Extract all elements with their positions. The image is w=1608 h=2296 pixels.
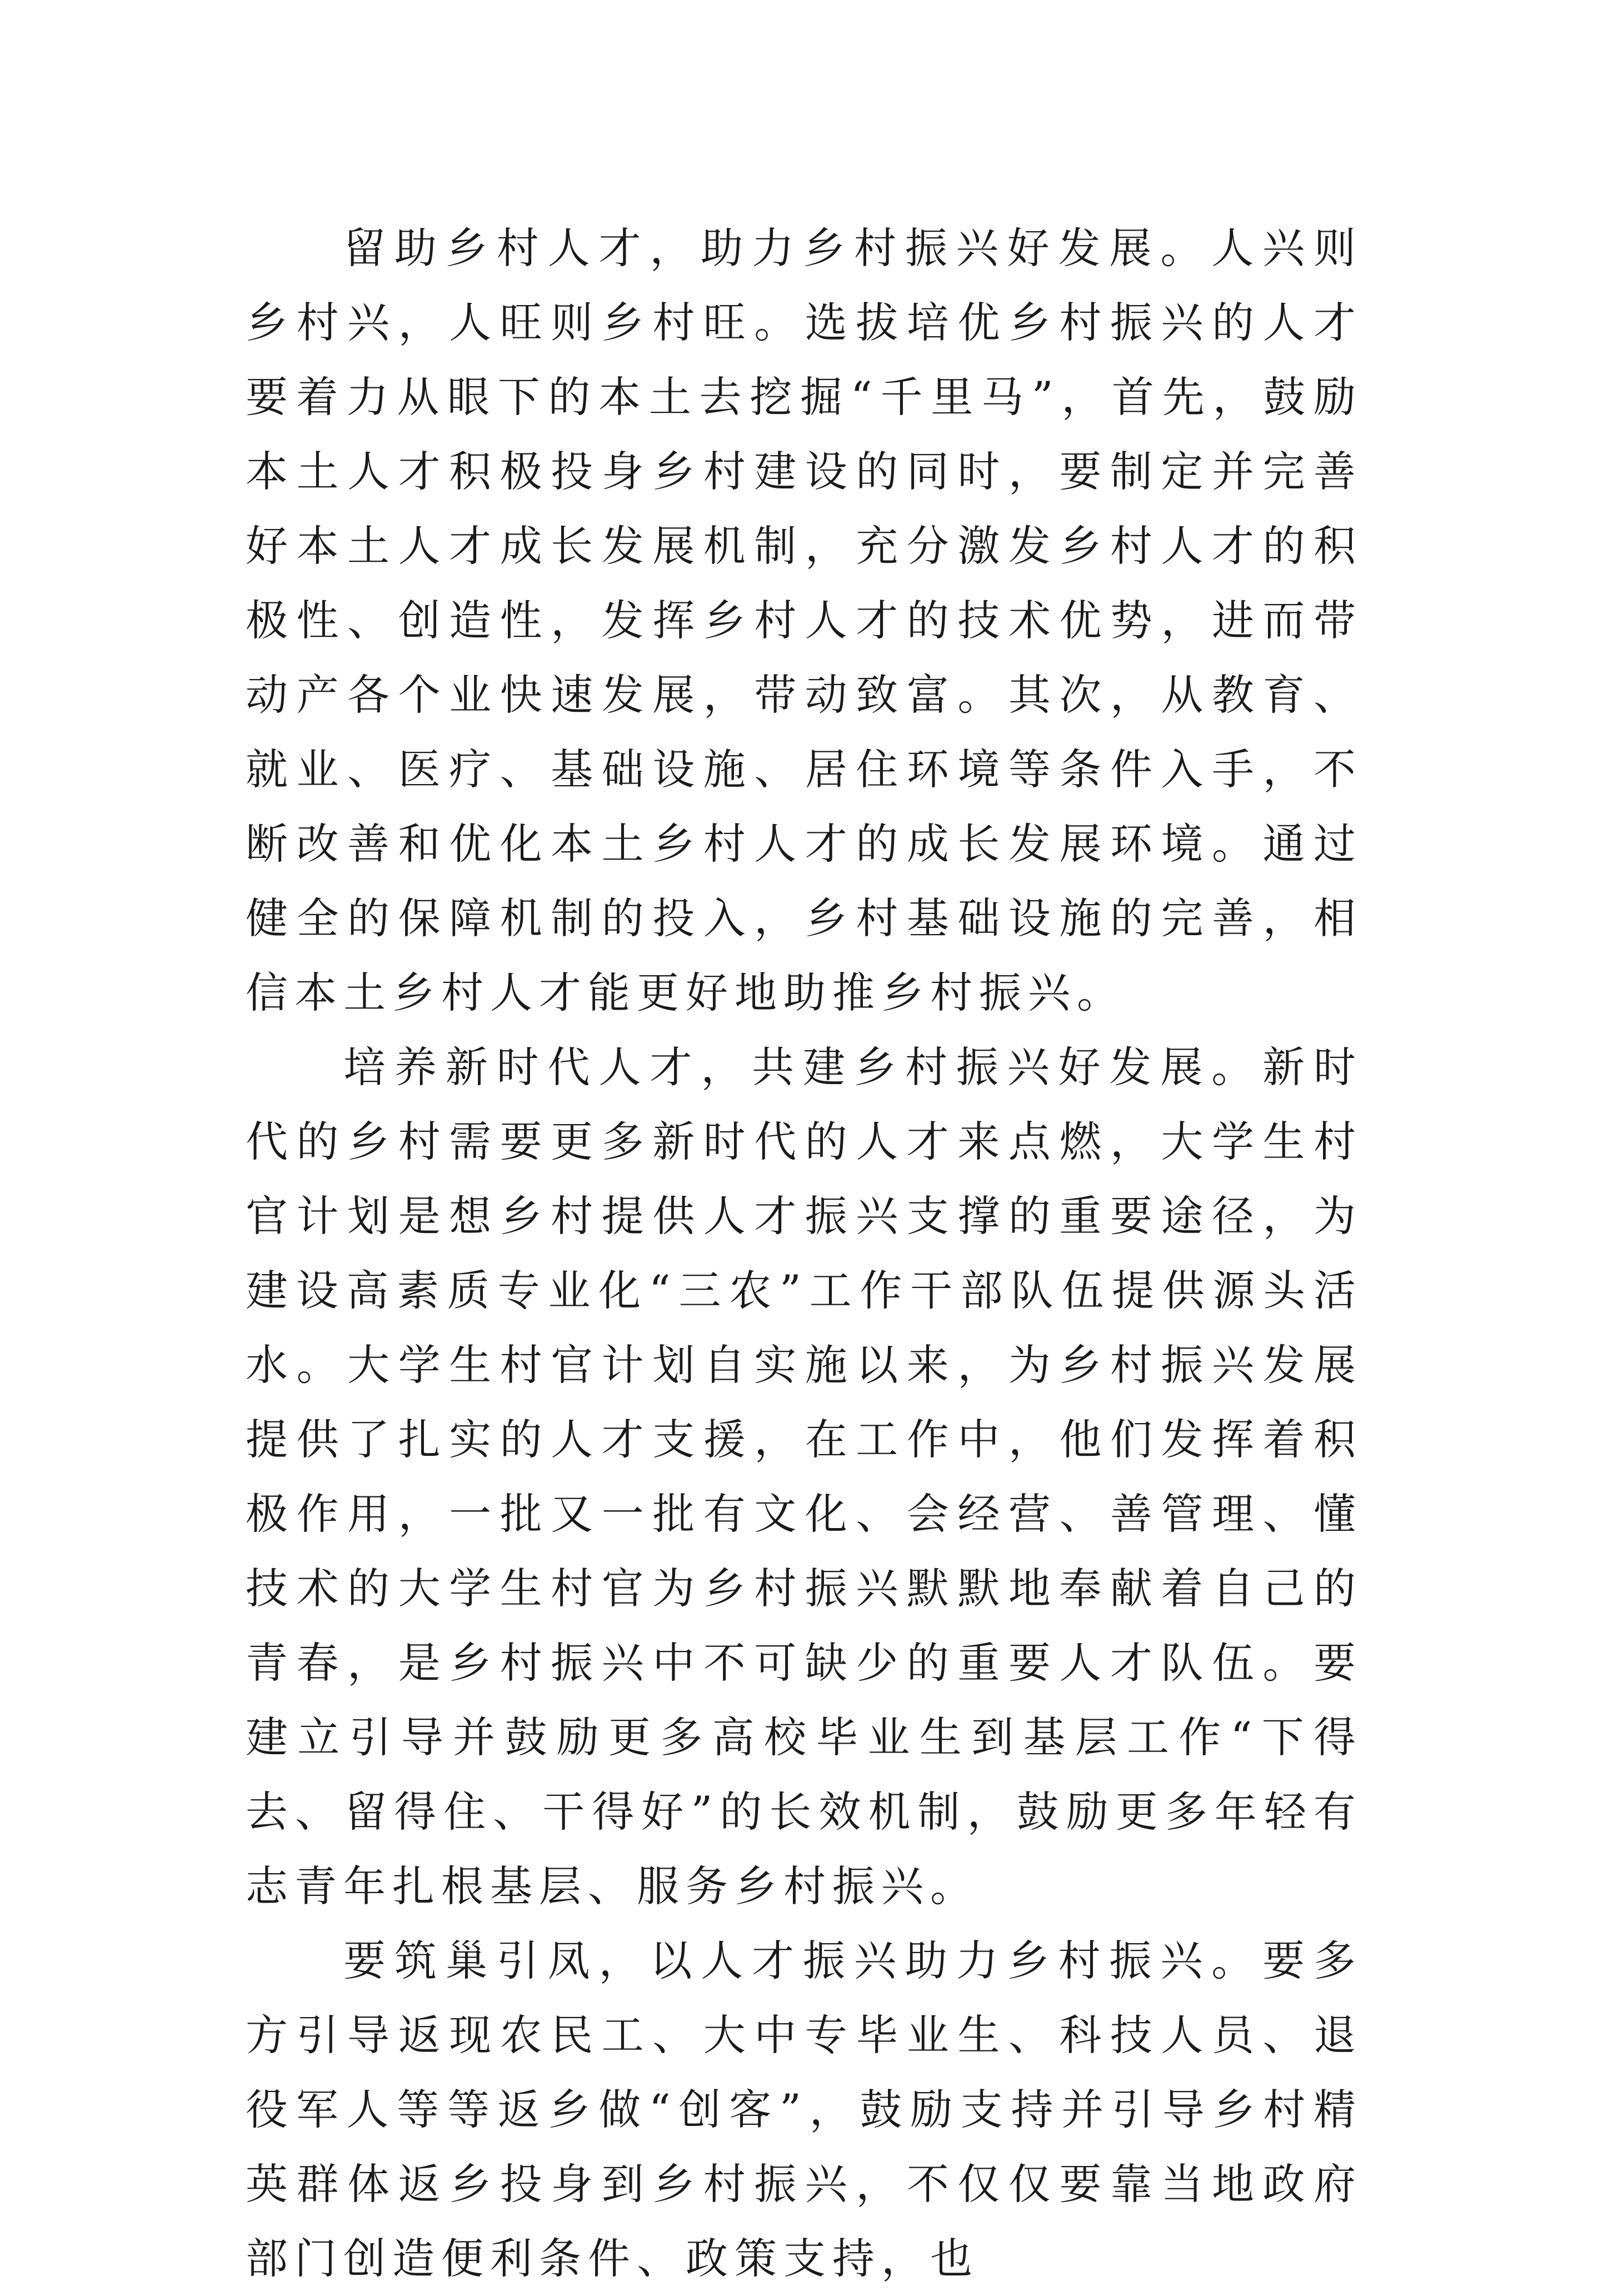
paragraph-attract-talent: 要筑巢引凤，以人才振兴助力乡村振兴。要多方引导返现农民工、大中专毕业生、科技人员、退役军人等等返乡做“创客”，鼓励支持并引导乡村精英群体返乡投身到乡村振兴，不仅仅要靠当地政府部门创造便利条件、政策支持，也 xyxy=(246,1936,1362,2283)
document-body xyxy=(246,211,1362,2296)
paragraph-new-era-talent: 培养新时代人才，共建乡村振兴好发展。新时代的乡村需要更多新时代的人才来点燃，大学生村官计划是想乡村提供人才振兴支撑的重要途径，为建设高素质专业化“三农”工作干部队伍提供源头活水。大学生村官计划自实施以来，为乡村振兴发展提供了扎实的人才支援，在工作中，他们发挥着积极作用，一批又一批有文化、会经营、善管理、懂技术的大学生村官为乡村振兴默默地奉献着自己的青春，是乡村振兴中不可缺少的重要人才队伍。要建立引导并鼓励更多高校毕业生到基层工作“下得去、留得住、干得好”的长效机制，鼓励更多年轻有志青年扎根基层、服务乡村振兴。 xyxy=(246,1042,1362,1911)
paragraph-rural-local-talent: 留助乡村人才，助力乡村振兴好发展。人兴则乡村兴，人旺则乡村旺。选拔培优乡村振兴的人才要着力从眼下的本土去挖掘“千里马”，首先，鼓励本土人才积极投身乡村建设的同时，要制定并完善好本土人才成长发展机制，充分激发乡村人才的积极性、创造性，发挥乡村人才的技术优势，进而带动产各个业快速发展，带动致富。其次，从教育、就业、医疗、基础设施、居住环境等条件入手，不断改善和优化本土乡村人才的成长发展环境。通过健全的保障机制的投入，乡村基础设施的完善，相信本土乡村人才能更好地助推乡村振兴。 xyxy=(246,223,1362,1017)
